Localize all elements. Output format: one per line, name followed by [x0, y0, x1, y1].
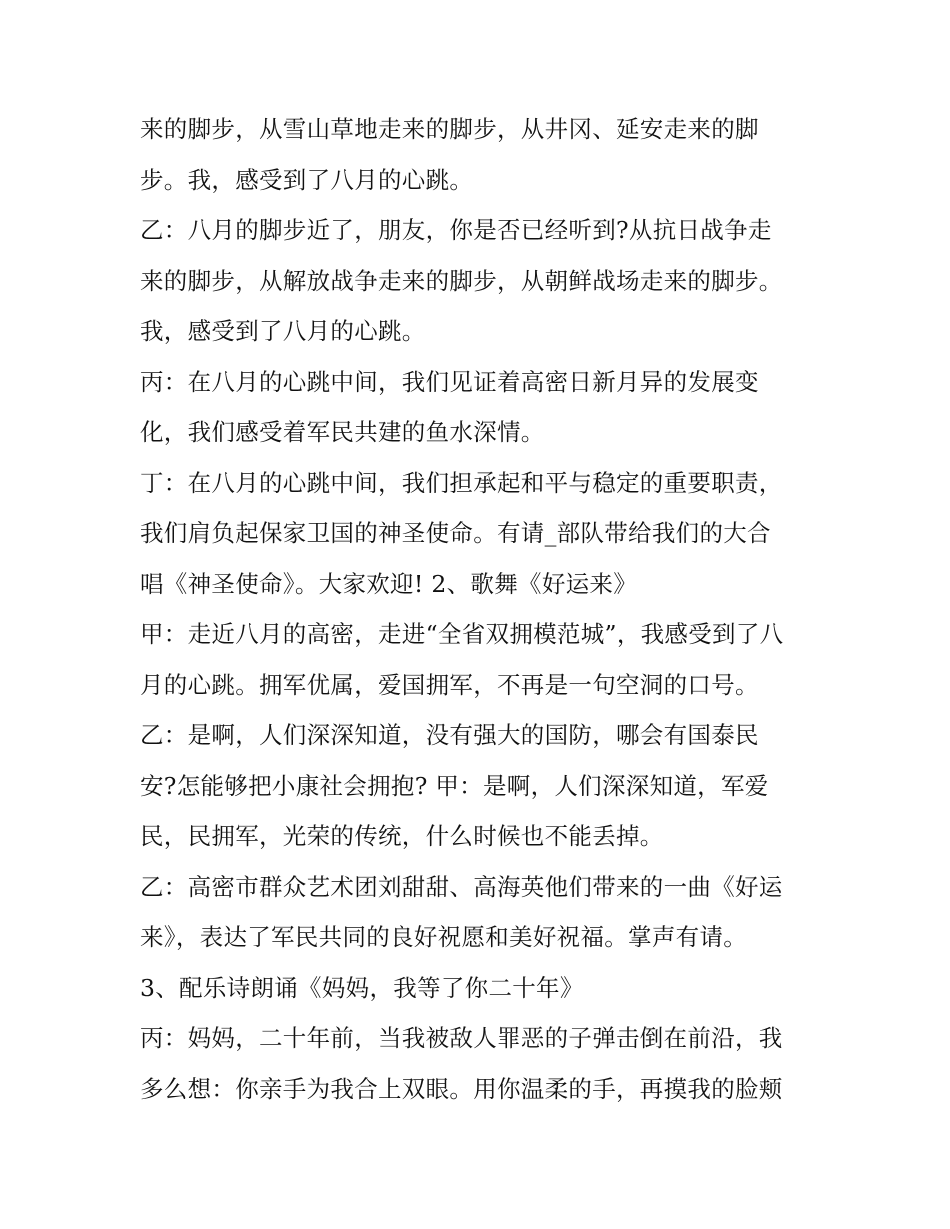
text-line: 民，民拥军，光荣的传统，什么时候也不能丢掉。: [140, 822, 664, 850]
text-line: 安?怎能够把小康社会拥抱? 甲：是啊，人们深深知道，军爱: [140, 771, 769, 800]
text-line: 我，感受到了八月的心跳。: [140, 317, 426, 345]
text-line: 丙：在八月的心跳中间，我们见证着高密日新月异的发展变: [140, 367, 759, 396]
text-line: 来》，表达了军民共同的良好祝愿和美好祝福。掌声有请。: [140, 923, 748, 951]
text-line: 丁：在八月的心跳中间，我们担承起和平与稳定的重要职责，: [140, 468, 783, 497]
text-line: 月的心跳。拥军优属，爱国拥军，不再是一句空洞的口号。: [140, 670, 759, 699]
text-line: 唱《神圣使命》。大家欢迎! 2、歌舞《好运来》: [140, 569, 638, 598]
text-line: 甲：走近八月的高密，走进“全省双拥模范城”，我感受到了八: [140, 620, 784, 648]
text-line: 乙：高密市群众艺术团刘甜甜、高海英他们带来的一曲《好运: [140, 872, 783, 901]
text-line: 步。我，感受到了八月的心跳。: [140, 165, 474, 194]
text-line: 丙：妈妈，二十年前，当我被敌人罪恶的子弹击倒在前沿，我: [140, 1024, 783, 1052]
text-line: 3、配乐诗朗诵《妈妈，我等了你二十年》: [140, 973, 584, 1002]
text-line: 化，我们感受着军民共建的鱼水深情。: [140, 418, 545, 446]
text-line: 来的脚步，从解放战争走来的脚步，从朝鲜战场走来的脚步。: [140, 266, 783, 295]
document-body: [140, 104, 830, 1114]
text-line: 多么想：你亲手为我合上双眼。用你温柔的手，再摸我的脸颊: [140, 1074, 783, 1103]
text-line: 乙：是啊，人们深深知道，没有强大的国防，哪会有国泰民: [140, 721, 759, 749]
text-line: 来的脚步，从雪山草地走来的脚步，从井冈、延安走来的脚: [140, 115, 759, 143]
text-line: 乙：八月的脚步近了，朋友，你是否已经听到?从抗日战争走: [140, 216, 772, 244]
text-line: 我们肩负起保家卫国的神圣使命。有请_部队带给我们的大合: [140, 519, 771, 547]
